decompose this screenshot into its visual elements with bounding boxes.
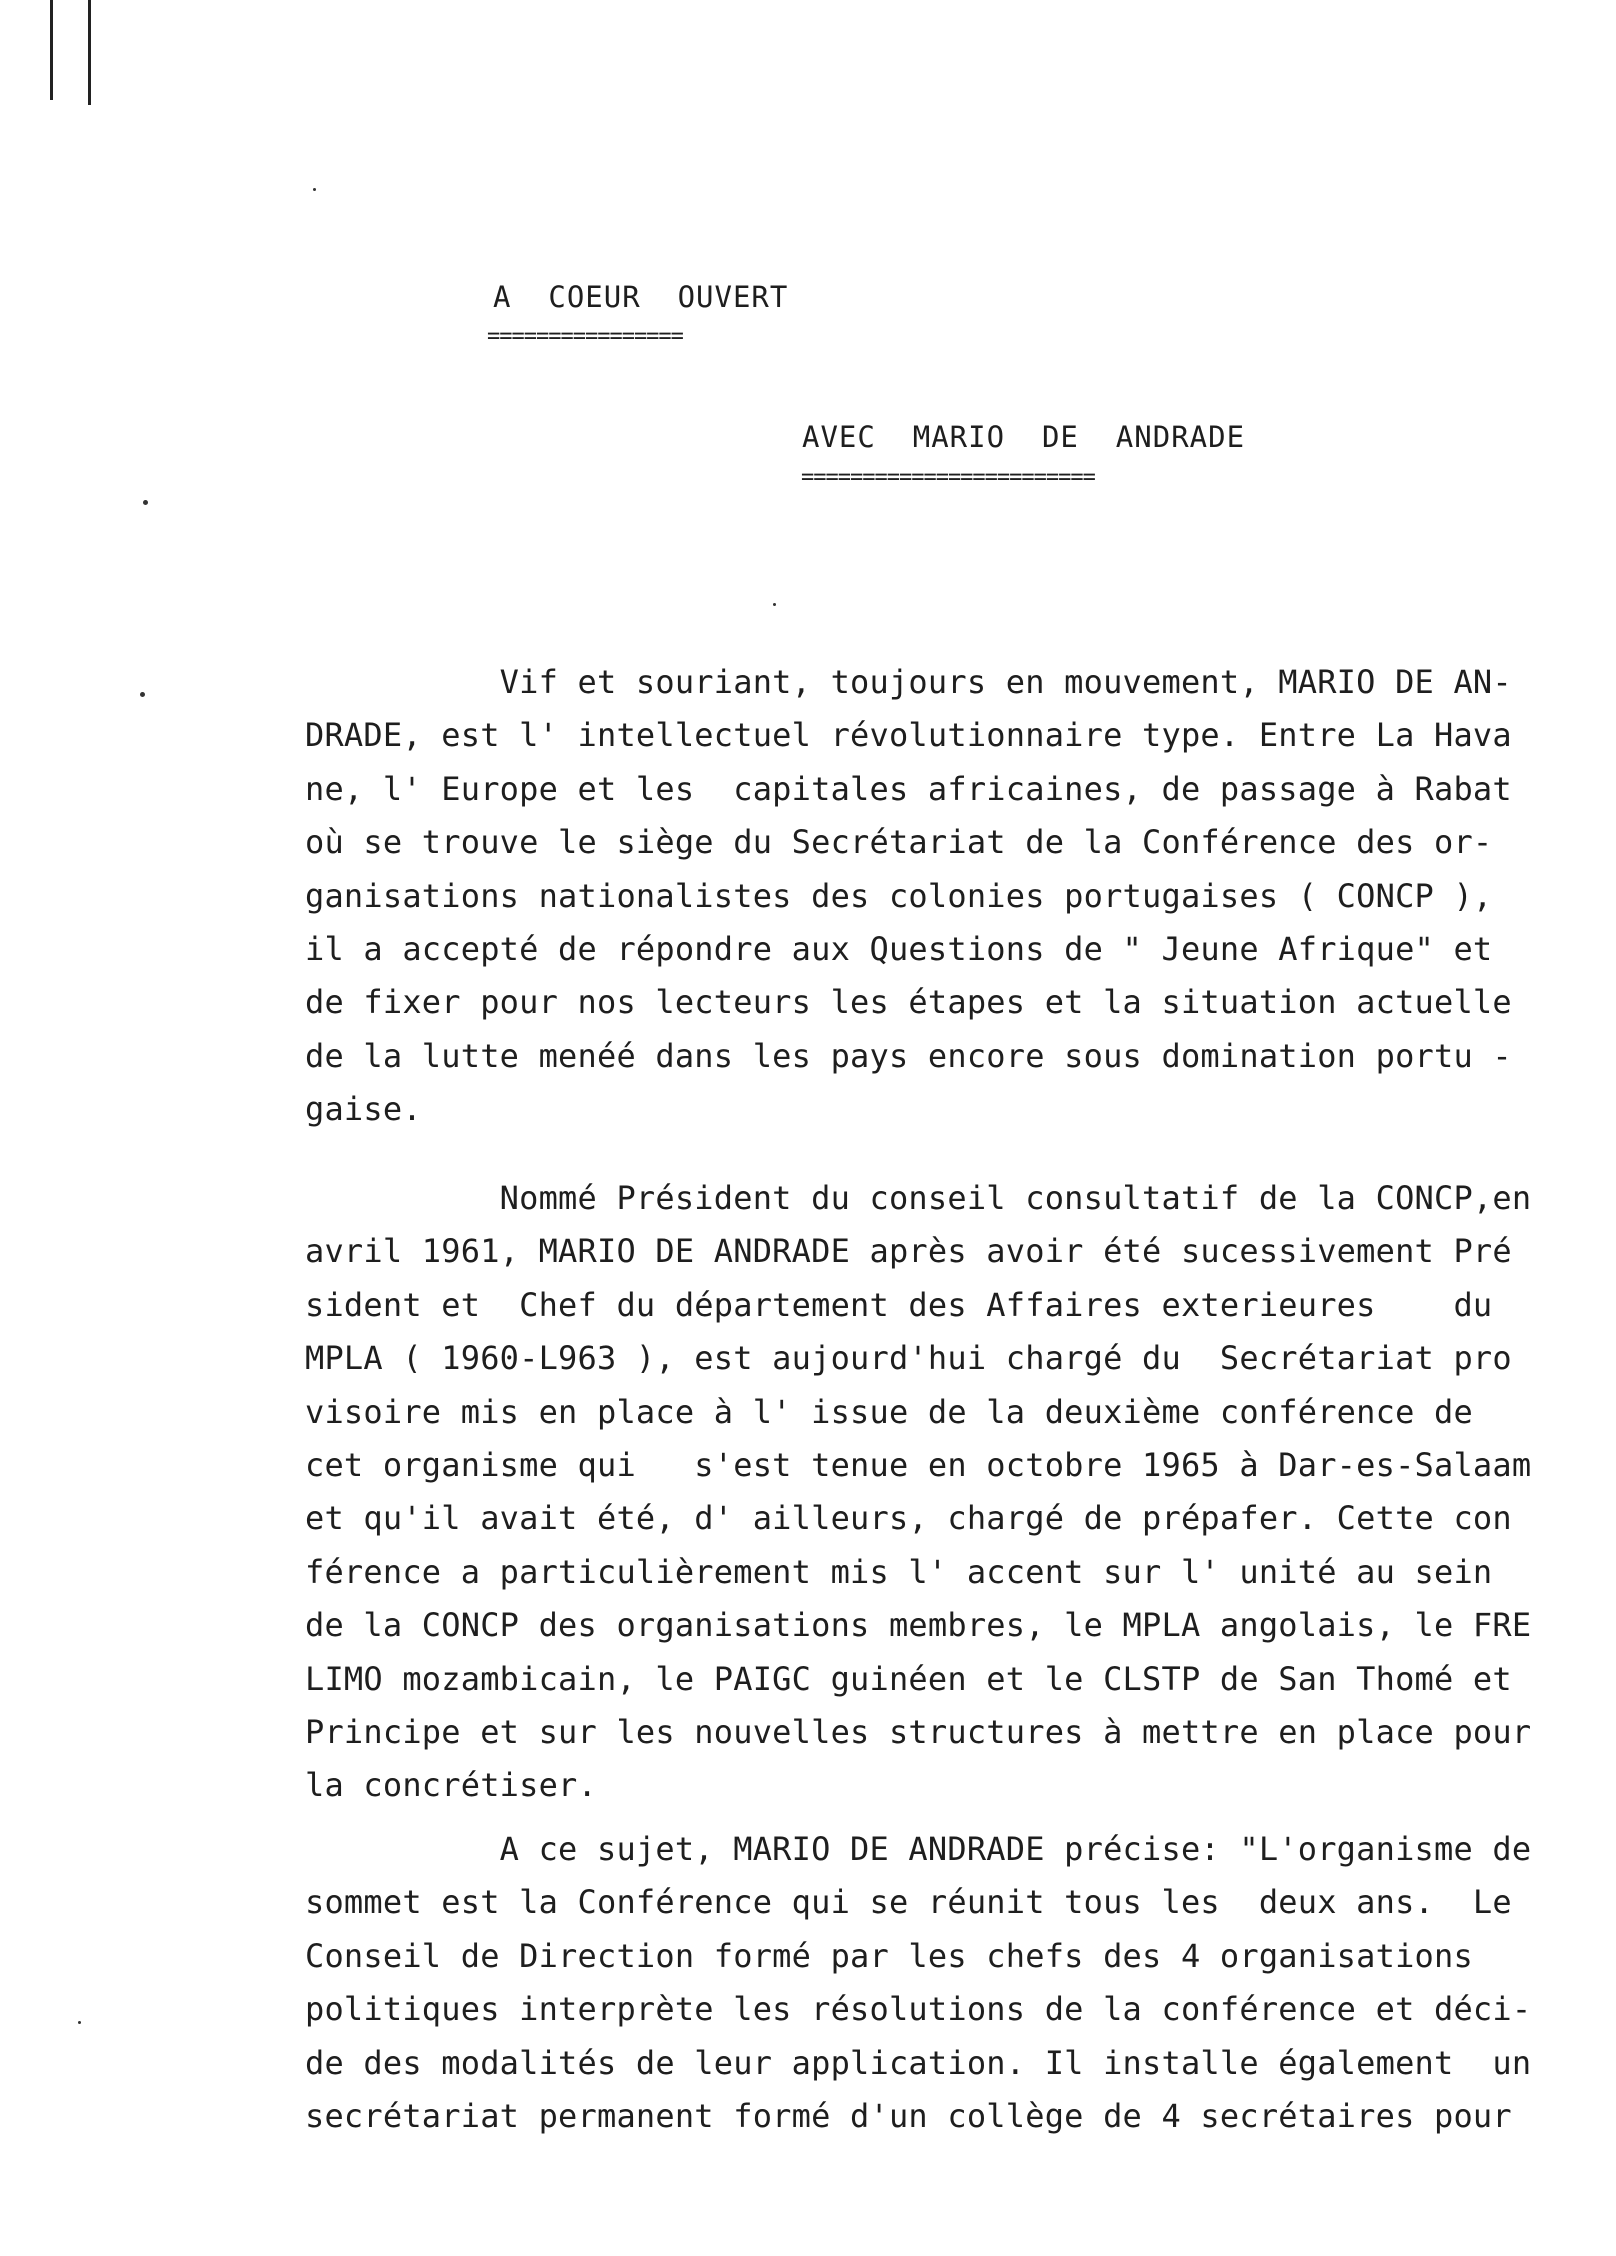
text-line: ganisations nationalistes des colonies portugaises ( CONCP ), bbox=[305, 876, 1493, 915]
title-rule: ================ bbox=[487, 326, 683, 348]
text-line: Conseil de Direction formé par les chefs des 4 organisations bbox=[305, 1936, 1473, 1975]
text-line: où se trouve le siège du Secrétariat de la Conférence des or- bbox=[305, 823, 1493, 862]
text-line: secrétariat permanent formé d'un collège de 4 secrétaires pour bbox=[305, 2096, 1512, 2135]
text-line: de fixer pour nos lecteurs les étapes et la situation actuelle bbox=[305, 983, 1512, 1022]
text-line: Vif et souriant, toujours en mouvement, MARIO DE AN- bbox=[305, 663, 1512, 701]
scan-speck bbox=[773, 603, 776, 606]
subtitle-rule: ======================== bbox=[801, 467, 1095, 489]
text-line: il a accepté de répondre aux Questions de " Jeune Afrique" et bbox=[305, 929, 1493, 968]
text-line: la concrétiser. bbox=[305, 1766, 597, 1805]
scan-speck bbox=[313, 188, 316, 191]
text-line: LIMO mozambicain, le PAIGC guinéen et le CLSTP de San Thomé et bbox=[305, 1659, 1512, 1698]
text-line: DRADE, est l' intellectuel révolutionnaire type. Entre La Hava bbox=[305, 716, 1512, 755]
text-line: férence a particulièrement mis l' accent sur l' unité au sein bbox=[305, 1552, 1493, 1591]
binding-mark-left bbox=[50, 0, 53, 100]
text-line: de la CONCP des organisations membres, le MPLA angolais, le FRE bbox=[305, 1606, 1532, 1645]
text-line: MPLA ( 1960-L963 ), est aujourd'hui chargé du Secrétariat pro bbox=[305, 1339, 1512, 1378]
text-line: visoire mis en place à l' issue de la deuxième conférence de bbox=[305, 1392, 1473, 1431]
paragraph-1 bbox=[305, 656, 1545, 1137]
text-line: de la lutte menéé dans les pays encore sous domination portu - bbox=[305, 1036, 1512, 1075]
text-line: sommet est la Conférence qui se réunit tous les deux ans. Le bbox=[305, 1883, 1512, 1922]
document-title: A COEUR OUVERT bbox=[493, 280, 789, 314]
scan-speck bbox=[143, 500, 148, 505]
text-line: gaise. bbox=[305, 1090, 422, 1129]
text-line: ne, l' Europe et les capitales africaines, de passage à Rabat bbox=[305, 769, 1512, 808]
text-line: cet organisme qui s'est tenue en octobre 1965 à Dar-es-Salaam bbox=[305, 1445, 1532, 1484]
scan-speck bbox=[140, 692, 145, 697]
text-line: de des modalités de leur application. Il installe également un bbox=[305, 2043, 1532, 2082]
text-line: A ce sujet, MARIO DE ANDRADE précise: "L'organisme de bbox=[305, 1830, 1532, 1868]
document-subtitle: AVEC MARIO DE ANDRADE bbox=[802, 420, 1246, 454]
text-line: sident et Chef du département des Affaires exterieures du bbox=[305, 1285, 1493, 1324]
text-line: politiques interprète les résolutions de la conférence et déci- bbox=[305, 1990, 1532, 2029]
paragraph-3 bbox=[305, 1823, 1545, 2143]
text-line: Nommé Président du conseil consultatif de la CONCP,en bbox=[305, 1179, 1532, 1217]
text-line: et qu'il avait été, d' ailleurs, chargé de prépafer. Cette con bbox=[305, 1499, 1512, 1538]
scan-speck bbox=[78, 2021, 81, 2024]
text-line: avril 1961, MARIO DE ANDRADE après avoir été sucessivement Pré bbox=[305, 1232, 1512, 1271]
text-line: Principe et sur les nouvelles structures à mettre en place pour bbox=[305, 1712, 1532, 1751]
binding-mark-right bbox=[88, 0, 91, 105]
paragraph-2 bbox=[305, 1172, 1545, 1813]
